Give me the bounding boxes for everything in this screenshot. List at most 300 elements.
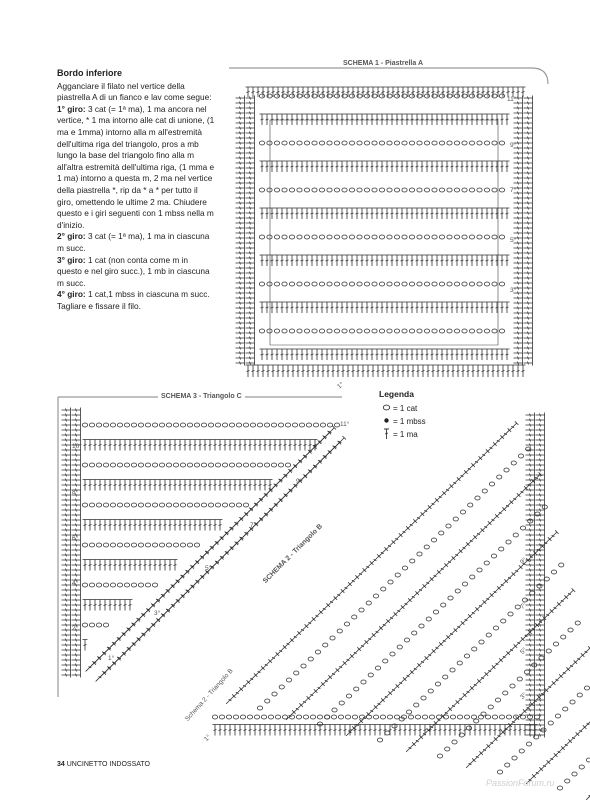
stitch-mark xyxy=(325,114,330,125)
chain-mark xyxy=(464,654,469,658)
stitch-mark xyxy=(193,520,198,531)
stitch-mark xyxy=(253,725,258,736)
chain-mark xyxy=(274,188,279,192)
chain-mark xyxy=(415,715,420,719)
stitch-mark xyxy=(128,440,133,451)
chain-mark xyxy=(285,463,290,467)
stitch-mark xyxy=(514,176,523,181)
stitch-mark xyxy=(246,141,255,146)
stitch-mark xyxy=(435,255,440,266)
stitch-mark xyxy=(514,231,523,236)
stitch-mark xyxy=(495,161,500,172)
chain-mark xyxy=(319,329,324,333)
chain-mark xyxy=(460,510,465,514)
stitch-mark xyxy=(360,114,365,125)
chain-mark xyxy=(445,747,450,751)
stitch-mark xyxy=(360,349,365,360)
chain-mark xyxy=(450,715,455,719)
stitch-mark xyxy=(246,221,255,226)
stitch-mark xyxy=(345,161,350,172)
chain-mark xyxy=(379,94,384,98)
stitch-mark xyxy=(514,221,523,226)
stitch-mark xyxy=(258,480,263,491)
stitch-mark xyxy=(310,208,315,219)
stitch-mark xyxy=(62,453,71,458)
stitch-mark xyxy=(514,111,523,116)
stitch-mark xyxy=(295,255,300,266)
stitch-mark xyxy=(198,480,203,491)
stitch-mark xyxy=(490,255,495,266)
stitch-mark xyxy=(406,365,411,377)
stitch-mark xyxy=(400,255,405,266)
schema2-round-label: 5° xyxy=(519,646,529,656)
stitch-mark xyxy=(480,302,485,313)
chain-mark xyxy=(439,188,444,192)
stitch-mark xyxy=(440,208,445,219)
stitch-mark xyxy=(270,349,275,360)
stitch-mark xyxy=(451,365,456,377)
chain-mark xyxy=(297,235,302,239)
stitch-mark xyxy=(280,208,285,219)
chain-mark xyxy=(379,282,384,286)
chain-mark xyxy=(377,738,382,742)
stitch-mark xyxy=(218,480,223,491)
chain-mark xyxy=(315,650,320,654)
stitch-mark xyxy=(128,560,133,571)
stitch-mark xyxy=(153,440,158,451)
chain-mark xyxy=(506,715,511,719)
page-number: 34 xyxy=(57,761,65,768)
stitch-mark xyxy=(246,216,255,221)
chain-mark xyxy=(457,715,462,719)
stitch-mark xyxy=(370,302,375,313)
stitch-mark xyxy=(246,181,255,186)
stitch-mark xyxy=(72,423,81,428)
stitch-mark xyxy=(455,349,460,360)
stitch-mark xyxy=(275,208,280,219)
stitch-mark xyxy=(183,480,188,491)
chain-mark xyxy=(240,715,245,719)
stitch-mark xyxy=(475,208,480,219)
chain-mark xyxy=(110,463,115,467)
stitch-mark xyxy=(280,349,285,360)
chain-mark xyxy=(103,463,108,467)
chain-mark xyxy=(477,188,482,192)
chain-mark xyxy=(208,503,213,507)
stitch-mark xyxy=(315,302,320,313)
stitch-mark xyxy=(285,161,290,172)
chain-mark xyxy=(484,94,489,98)
stitch-mark xyxy=(263,440,268,451)
chain-mark xyxy=(491,554,496,558)
stitch-mark xyxy=(288,725,293,736)
chain-mark xyxy=(304,141,309,145)
chain-mark xyxy=(344,622,349,626)
chain-mark xyxy=(433,610,438,614)
stitch-mark xyxy=(465,208,470,219)
chain-mark xyxy=(454,94,459,98)
stitch-mark xyxy=(305,349,310,360)
stitch-mark xyxy=(218,520,223,531)
chain-mark xyxy=(428,689,433,693)
stitch-mark xyxy=(118,440,123,451)
chain-mark xyxy=(419,624,424,628)
chain-mark xyxy=(271,463,276,467)
chain-mark xyxy=(417,188,422,192)
stitch-mark xyxy=(330,302,335,313)
stitch-mark xyxy=(236,181,245,186)
stitch-mark xyxy=(386,87,391,97)
stitch-mark xyxy=(514,206,523,211)
chain-mark xyxy=(364,235,369,239)
stitch-mark xyxy=(385,208,390,219)
stitch-mark xyxy=(62,498,71,503)
chain-mark xyxy=(504,468,509,472)
chain-mark xyxy=(380,715,385,719)
stitch-mark xyxy=(514,301,523,306)
chain-mark xyxy=(296,715,301,719)
chain-mark xyxy=(327,329,332,333)
stitch-mark xyxy=(208,440,213,451)
stitch-mark xyxy=(62,448,71,453)
stitch-mark xyxy=(375,208,380,219)
stitch-mark xyxy=(286,365,291,377)
stitch-mark xyxy=(526,428,535,433)
chain-mark xyxy=(394,329,399,333)
stitch-mark xyxy=(514,171,523,176)
chain-mark xyxy=(233,715,238,719)
stitch-mark xyxy=(260,208,265,219)
stitch-mark xyxy=(514,181,523,186)
chain-mark xyxy=(499,235,504,239)
stitch-mark xyxy=(488,725,493,736)
chain-mark xyxy=(484,282,489,286)
chain-mark xyxy=(297,329,302,333)
stitch-mark xyxy=(72,548,81,553)
stitch-mark xyxy=(173,560,178,571)
stitch-mark xyxy=(401,87,406,97)
stitch-mark xyxy=(536,553,545,558)
schema1-round-label: 11° xyxy=(507,96,517,103)
stitch-mark xyxy=(415,349,420,360)
chain-mark xyxy=(364,141,369,145)
schema3-round-label: 7° xyxy=(250,522,257,529)
stitch-mark xyxy=(340,114,345,125)
chain-mark xyxy=(469,141,474,145)
stitch-mark xyxy=(405,161,410,172)
chain-mark xyxy=(414,703,419,707)
stitch-mark xyxy=(228,480,233,491)
stitch-mark xyxy=(246,121,255,126)
chain-mark xyxy=(219,715,224,719)
chain-mark xyxy=(297,282,302,286)
stitch-mark xyxy=(521,87,526,97)
stitch-mark xyxy=(370,255,375,266)
round-4-label: 4° giro: xyxy=(57,289,86,300)
stitch-mark xyxy=(326,365,331,377)
stitch-mark xyxy=(246,106,255,111)
chain-mark xyxy=(282,329,287,333)
chain-mark xyxy=(334,141,339,145)
stitch-mark xyxy=(526,658,535,663)
stitch-mark xyxy=(524,226,533,231)
stitch-mark xyxy=(480,208,485,219)
stitch-mark xyxy=(430,161,435,172)
stitch-mark xyxy=(395,349,400,360)
stitch-mark xyxy=(246,301,255,306)
stitch-mark xyxy=(505,302,510,313)
stitch-mark xyxy=(308,725,313,736)
stitch-mark xyxy=(524,216,533,221)
stitch-mark xyxy=(356,365,361,377)
stitch-mark xyxy=(421,365,426,377)
stitch-mark xyxy=(526,498,535,503)
stitch-mark xyxy=(228,440,233,451)
stitch-mark xyxy=(524,351,533,356)
chain-mark xyxy=(402,282,407,286)
stitch-mark xyxy=(300,114,305,125)
stitch-mark xyxy=(163,520,168,531)
chain-mark xyxy=(409,282,414,286)
stitch-mark xyxy=(168,560,173,571)
chain-mark xyxy=(299,423,304,427)
stitch-mark xyxy=(390,302,395,313)
stitch-mark xyxy=(326,87,331,97)
stitch-mark xyxy=(480,114,485,125)
chain-mark xyxy=(417,552,422,556)
stitch-mark xyxy=(405,208,410,219)
stitch-mark xyxy=(236,241,245,246)
stitch-mark xyxy=(330,349,335,360)
stitch-mark xyxy=(410,349,415,360)
chain-mark xyxy=(110,543,115,547)
stitch-mark xyxy=(153,480,158,491)
chain-mark xyxy=(417,235,422,239)
stitch-mark xyxy=(236,176,245,181)
stitch-mark xyxy=(256,365,261,377)
stitch-mark xyxy=(416,365,421,377)
stitch-mark xyxy=(261,365,266,377)
stitch-mark xyxy=(236,286,245,291)
stitch-mark xyxy=(340,255,345,266)
stitch-mark xyxy=(236,296,245,301)
stitch-mark xyxy=(290,208,295,219)
stitch-mark xyxy=(62,523,71,528)
chain-mark xyxy=(506,540,511,544)
stitch-mark xyxy=(163,440,168,451)
chain-mark xyxy=(286,678,291,682)
stitch-mark xyxy=(72,418,81,423)
stitch-mark xyxy=(526,638,535,643)
chain-mark xyxy=(257,423,262,427)
stitch-mark xyxy=(98,600,103,611)
stitch-mark xyxy=(400,349,405,360)
stitch-mark xyxy=(385,161,390,172)
stitch-mark xyxy=(290,349,295,360)
stitch-mark xyxy=(336,365,341,377)
stitch-mark xyxy=(218,725,223,736)
stitch-mark xyxy=(72,523,81,528)
chain-mark xyxy=(387,141,392,145)
stitch-mark xyxy=(445,161,450,172)
stitch-mark xyxy=(490,161,495,172)
chain-mark xyxy=(131,423,136,427)
chain-mark xyxy=(372,235,377,239)
stitch-mark xyxy=(148,440,153,451)
chain-mark xyxy=(349,94,354,98)
chain-mark xyxy=(89,583,94,587)
chain-mark xyxy=(180,503,185,507)
stitch-mark xyxy=(330,208,335,219)
chain-mark xyxy=(289,141,294,145)
page-footer xyxy=(57,761,150,768)
chain-mark xyxy=(466,726,471,730)
stitch-mark xyxy=(375,255,380,266)
stitch-mark xyxy=(246,251,255,256)
stitch-mark xyxy=(461,87,466,97)
stitch-mark xyxy=(246,196,255,201)
stitch-mark xyxy=(370,161,375,172)
stitch-mark xyxy=(440,349,445,360)
chain-mark xyxy=(357,282,362,286)
stitch-mark xyxy=(410,302,415,313)
stitch-mark xyxy=(335,114,340,125)
chain-mark xyxy=(267,141,272,145)
stitch-mark xyxy=(62,463,71,468)
stitch-mark xyxy=(288,440,293,451)
stitch-mark xyxy=(441,365,446,377)
stitch-mark xyxy=(395,208,400,219)
stitch-mark xyxy=(320,255,325,266)
stitch-mark xyxy=(536,518,545,523)
stitch-mark xyxy=(524,281,533,286)
stitch-mark xyxy=(213,520,218,531)
chain-mark xyxy=(579,765,584,769)
chain-mark xyxy=(462,188,467,192)
chain-mark xyxy=(477,235,482,239)
chain-mark xyxy=(387,715,392,719)
chain-mark xyxy=(417,141,422,145)
stitch-mark xyxy=(536,678,545,683)
stitch-mark xyxy=(524,251,533,256)
stitch-mark xyxy=(123,440,128,451)
stitch-mark xyxy=(524,106,533,111)
chain-mark xyxy=(201,503,206,507)
stitch-mark xyxy=(350,114,355,125)
stitch-mark xyxy=(265,302,270,313)
stitch-mark xyxy=(455,302,460,313)
stitch-mark xyxy=(325,349,330,360)
chain-mark xyxy=(431,538,436,542)
stitch-mark xyxy=(526,528,535,533)
chain-mark xyxy=(409,141,414,145)
stitch-mark xyxy=(514,271,523,276)
stitch-mark xyxy=(72,408,81,413)
stitch-mark xyxy=(536,538,545,543)
instructions-intro: Agganciare il filato nel vertice della piastrella A di un fianco e lav come segue: xyxy=(57,80,212,103)
chain-mark xyxy=(447,235,452,239)
stitch-mark xyxy=(514,196,523,201)
stitch-mark xyxy=(72,653,81,658)
stitch-mark xyxy=(72,428,81,433)
chain-mark xyxy=(448,596,453,600)
stitch-mark xyxy=(490,349,495,360)
stitch-mark xyxy=(223,725,228,736)
stitch-mark xyxy=(260,349,265,360)
stitch-mark xyxy=(425,349,430,360)
legend-item xyxy=(379,415,426,428)
chain-mark xyxy=(332,708,337,712)
schema2-round-label: 9° xyxy=(519,556,529,566)
chain-mark xyxy=(412,631,417,635)
stitch-mark xyxy=(108,520,113,531)
stitch-mark xyxy=(88,600,93,611)
stitch-mark xyxy=(456,365,461,377)
stitch-mark xyxy=(514,261,523,266)
chain-mark xyxy=(145,583,150,587)
chain-mark xyxy=(254,715,259,719)
chain-mark xyxy=(357,188,362,192)
stitch-mark xyxy=(370,114,375,125)
stitch-mark xyxy=(98,480,103,491)
stitch-mark xyxy=(62,613,71,618)
chain-mark xyxy=(330,636,335,640)
chain-mark xyxy=(297,188,302,192)
stitch-mark xyxy=(481,365,486,377)
stitch-mark xyxy=(485,208,490,219)
stitch-mark xyxy=(435,302,440,313)
stitch-mark xyxy=(475,114,480,125)
stitch-mark xyxy=(524,211,533,216)
stitch-mark xyxy=(536,523,545,528)
chain-mark xyxy=(447,141,452,145)
stitch-mark xyxy=(470,114,475,125)
stitch-mark xyxy=(536,568,545,573)
chain-mark xyxy=(484,235,489,239)
chain-mark xyxy=(282,188,287,192)
stitch-mark xyxy=(526,423,535,428)
stitch-mark xyxy=(450,255,455,266)
schema3-round-label: 10° xyxy=(72,443,82,450)
stitch-mark xyxy=(398,725,403,736)
chain-mark xyxy=(429,715,434,719)
stitch-mark xyxy=(246,176,255,181)
chain-mark xyxy=(517,677,522,681)
chain-mark xyxy=(194,543,199,547)
chain-mark xyxy=(96,423,101,427)
stitch-mark xyxy=(238,725,243,736)
chain-mark xyxy=(124,543,129,547)
stitch-mark xyxy=(313,725,318,736)
stitch-mark xyxy=(450,349,455,360)
stitch-mark xyxy=(246,306,255,311)
chain-mark xyxy=(450,668,455,672)
chain-mark xyxy=(236,423,241,427)
stitch-mark xyxy=(524,176,533,181)
stitch-mark xyxy=(236,126,245,131)
schema2-title: SCHEMA 2 - Triangolo B xyxy=(262,522,324,585)
stitch-mark xyxy=(361,365,366,377)
stitch-mark xyxy=(480,255,485,266)
stitch-mark xyxy=(158,440,163,451)
chain-mark xyxy=(131,503,136,507)
stitch-mark xyxy=(103,520,108,531)
chain-mark xyxy=(138,503,143,507)
chain-mark xyxy=(497,770,502,774)
stitch-mark xyxy=(524,96,533,101)
stitch-mark xyxy=(430,349,435,360)
stitch-mark xyxy=(236,191,245,196)
